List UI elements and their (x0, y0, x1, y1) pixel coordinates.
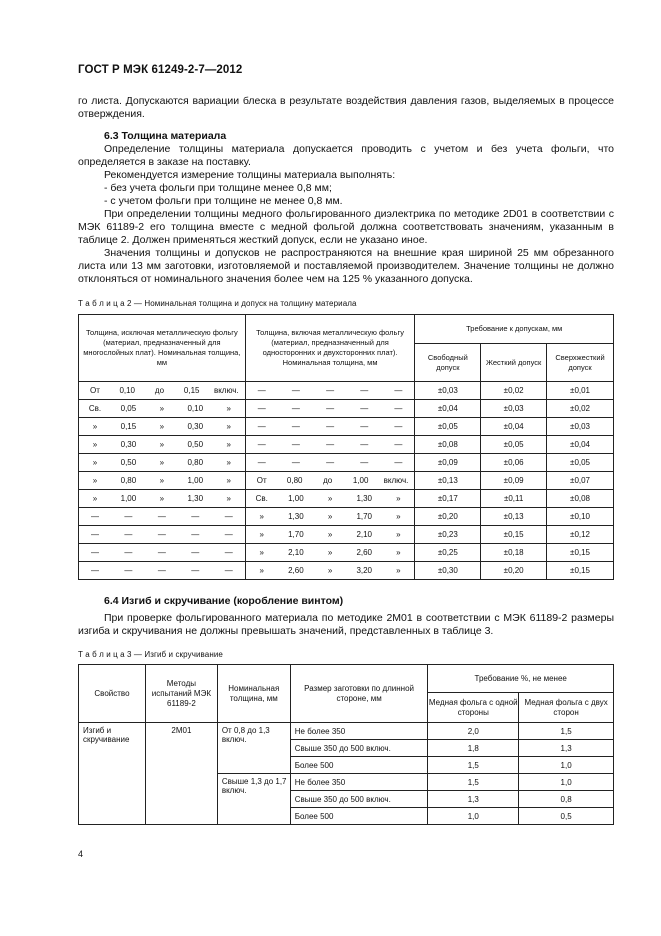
cell-tolerance: ±0,13 (415, 472, 481, 490)
cell-part: » (159, 440, 165, 449)
section-6-3-p3: При определении толщины медного фольгированного диэлектрика по методике 2D01 в соответствии с МЭК 61189-2 его толщина вместе с медной фольгой должна соответствовать значениям, указанным в таблице 2. Должен применяться жесткий допуск, если не указано иное. (78, 208, 614, 246)
cell-nominal-thickness: Свыше 1,3 до 1,7 включ. (217, 774, 290, 825)
cell-part: 0,10 (187, 404, 204, 413)
cell-part: — (291, 404, 300, 413)
table-row (79, 562, 614, 580)
cell-part: 0,10 (119, 386, 136, 395)
cell-one-side: 1,5 (428, 774, 519, 791)
cell-thickness-without-foil (79, 418, 246, 436)
cell-part: » (226, 440, 231, 449)
table-row (79, 526, 614, 544)
cell-part: — (124, 530, 133, 539)
cell-thickness-without-foil (79, 472, 246, 490)
cell-tolerance: ±0,23 (415, 526, 481, 544)
section-6-4-p1: При проверке фольгированного материала по методике 2M01 в соответствии с МЭК 61189-2 размеры изгиба и скручивания не должны превышать значений, представленных в таблице 3. (78, 612, 614, 637)
table3-header-size: Размер заготовки по длинной стороне, мм (290, 665, 428, 723)
cell-part: — (157, 566, 166, 575)
cell-part: до (323, 476, 333, 485)
cell-part: » (396, 566, 401, 575)
cell-thickness-without-foil (79, 544, 246, 562)
cell-part: — (257, 404, 266, 413)
cell-tolerance: ±0,20 (481, 562, 547, 580)
cell-thickness-with-foil (245, 544, 415, 562)
table3-caption: Т а б л и ц а 3 — Изгиб и скручивание (78, 650, 223, 659)
cell-tolerance: ±0,05 (481, 436, 547, 454)
table2-header-without-foil: Толщина, исключая металлическую фольгу (материал, предназначенный для многослойных плат). Номинальная толщина, мм (79, 315, 246, 382)
cell-nominal-thickness: От 0,8 до 1,3 включ. (217, 723, 290, 774)
cell-thickness-without-foil (79, 400, 246, 418)
cell-tolerance: ±0,02 (547, 400, 614, 418)
cell-part: 0,30 (187, 422, 204, 431)
section-6-3-bullet1: - без учета фольги при толщине менее 0,8 мм; (104, 182, 332, 194)
table-3 (78, 664, 614, 825)
cell-part: — (157, 548, 166, 557)
cell-tolerance: ±0,05 (415, 418, 481, 436)
cell-part: — (291, 458, 300, 467)
cell-thickness-without-foil (79, 562, 246, 580)
table-row (79, 472, 614, 490)
table-row (79, 454, 614, 472)
cell-tolerance: ±0,04 (547, 436, 614, 454)
cell-part: — (257, 440, 266, 449)
cell-tolerance: ±0,01 (547, 382, 614, 400)
cell-part: » (226, 422, 231, 431)
cell-part: — (257, 422, 266, 431)
cell-part: — (224, 530, 233, 539)
cell-tolerance: ±0,08 (547, 490, 614, 508)
cell-part: 1,00 (352, 476, 369, 485)
cell-two-sides: 1,3 (519, 740, 614, 757)
cell-part: 2,60 (288, 566, 304, 575)
cell-part: включ. (213, 386, 239, 395)
section-6-3-p2: Рекомендуется измерение толщины материала выполнять: (104, 169, 396, 181)
cell-part: включ. (383, 476, 409, 485)
cell-tolerance: ±0,17 (415, 490, 481, 508)
cell-thickness-with-foil (245, 436, 415, 454)
cell-one-side: 1,0 (428, 808, 519, 825)
cell-part: » (327, 530, 333, 539)
cell-part: 0,50 (120, 458, 137, 467)
cell-size: Не более 350 (290, 723, 428, 740)
cell-two-sides: 1,0 (519, 774, 614, 791)
cell-part: — (91, 566, 99, 575)
cell-part: — (224, 566, 233, 575)
cell-size: Не более 350 (290, 774, 428, 791)
cell-part: — (191, 566, 200, 575)
table3-header-property: Свойство (79, 665, 146, 723)
section-6-3-bullet2: - с учетом фольги при толщине не менее 0,8 мм. (104, 195, 343, 207)
table2-header-extra-hard: Сверхжесткий допуск (547, 344, 614, 382)
cell-thickness-without-foil (79, 526, 246, 544)
cell-part: — (326, 422, 335, 431)
table3-header-method: Методы испытаний МЭК 61189-2 (145, 665, 217, 723)
cell-part: — (224, 512, 233, 521)
cell-part: — (124, 566, 133, 575)
cell-part: Св. (255, 494, 268, 503)
cell-part: — (91, 548, 99, 557)
cell-tolerance: ±0,20 (415, 508, 481, 526)
cell-two-sides: 1,0 (519, 757, 614, 774)
cell-part: » (92, 458, 98, 467)
cell-part: 2,10 (288, 548, 304, 557)
cell-tolerance: ±0,15 (481, 526, 547, 544)
cell-tolerance: ±0,15 (547, 562, 614, 580)
cell-tolerance: ±0,10 (547, 508, 614, 526)
cell-part: » (327, 512, 333, 521)
section-6-3-heading: 6.3 Толщина материала (104, 130, 227, 142)
cell-part: » (92, 440, 98, 449)
cell-one-side: 1,8 (428, 740, 519, 757)
cell-part: 2,10 (356, 530, 373, 539)
cell-part: 1,00 (187, 476, 204, 485)
cell-part: 2,60 (356, 548, 373, 557)
cell-part: — (394, 458, 403, 467)
cell-tolerance: ±0,30 (415, 562, 481, 580)
cell-method: 2M01 (145, 723, 217, 825)
cell-part: 0,80 (187, 458, 204, 467)
cell-part: — (191, 512, 200, 521)
table-row (79, 382, 614, 400)
cell-part: 1,30 (187, 494, 204, 503)
table3-header-nominal: Номинальная толщина, мм (217, 665, 290, 723)
cell-part: 1,30 (288, 512, 304, 521)
cell-part: — (291, 440, 300, 449)
cell-part: — (326, 440, 335, 449)
cell-part: » (159, 404, 165, 413)
table2-header-hard: Жесткий допуск (481, 344, 547, 382)
cell-thickness-with-foil (245, 526, 415, 544)
cell-thickness-without-foil (79, 490, 246, 508)
table2-header-with-foil: Толщина, включая металлическую фольгу (материал, предназначенный для односторонних и двухсторонних плат). Номинальная толщина, мм (245, 315, 415, 382)
cell-part: — (360, 404, 369, 413)
cell-part: » (92, 476, 98, 485)
cell-tolerance: ±0,02 (481, 382, 547, 400)
cell-tolerance: ±0,12 (547, 526, 614, 544)
section-6-4-heading: 6.4 Изгиб и скручивание (коробление винтом) (104, 595, 344, 607)
cell-part: — (326, 404, 335, 413)
cell-part: » (327, 548, 333, 557)
cell-one-side: 1,5 (428, 757, 519, 774)
cell-part: 1,70 (288, 530, 304, 539)
cell-one-side: 1,3 (428, 791, 519, 808)
cell-thickness-without-foil (79, 508, 246, 526)
table-row (79, 418, 614, 436)
cell-part: до (154, 386, 165, 395)
cell-part: 0,15 (120, 422, 137, 431)
cell-part: — (291, 422, 300, 431)
table-row (79, 723, 614, 740)
cell-one-side: 2,0 (428, 723, 519, 740)
cell-part: » (259, 566, 264, 575)
cell-part: От (90, 386, 100, 395)
cell-thickness-with-foil (245, 382, 415, 400)
cell-tolerance: ±0,11 (481, 490, 547, 508)
cell-part: » (259, 548, 264, 557)
cell-part: 0,15 (183, 386, 200, 395)
cell-thickness-with-foil (245, 454, 415, 472)
cell-part: 0,30 (120, 440, 137, 449)
cell-part: 1,30 (356, 494, 373, 503)
cell-tolerance: ±0,07 (547, 472, 614, 490)
cell-part: » (396, 530, 401, 539)
cell-part: » (226, 404, 231, 413)
cell-part: » (327, 566, 333, 575)
cell-thickness-with-foil (245, 490, 415, 508)
cell-part: — (91, 530, 99, 539)
cell-tolerance: ±0,06 (481, 454, 547, 472)
cell-part: — (360, 386, 369, 395)
paragraph-top: го листа. Допускаются вариации блеска в результате воздействия давления газов, выделяемых в процессе отверждения. (78, 95, 614, 120)
cell-tolerance: ±0,05 (547, 454, 614, 472)
cell-tolerance: ±0,03 (415, 382, 481, 400)
cell-part: » (92, 494, 98, 503)
cell-part: — (191, 548, 200, 557)
cell-part: — (360, 422, 369, 431)
cell-part: — (124, 512, 133, 521)
table-row (79, 544, 614, 562)
cell-thickness-with-foil (245, 562, 415, 580)
cell-part: — (394, 386, 403, 395)
cell-part: — (224, 548, 233, 557)
cell-size: Свыше 350 до 500 включ. (290, 791, 428, 808)
cell-two-sides: 0,5 (519, 808, 614, 825)
cell-part: — (257, 458, 266, 467)
cell-part: » (396, 548, 401, 557)
cell-tolerance: ±0,25 (415, 544, 481, 562)
cell-tolerance: ±0,04 (415, 400, 481, 418)
cell-property: Изгиб и скручивание (79, 723, 146, 825)
cell-part: 1,70 (356, 512, 373, 521)
cell-tolerance: ±0,08 (415, 436, 481, 454)
cell-thickness-with-foil (245, 472, 415, 490)
table-2 (78, 314, 614, 580)
page-number: 4 (78, 849, 84, 859)
cell-thickness-without-foil (79, 436, 246, 454)
cell-thickness-without-foil (79, 454, 246, 472)
cell-part: » (259, 512, 264, 521)
cell-part: — (394, 422, 403, 431)
table3-header-two-sides: Медная фольга с двух сторон (519, 693, 614, 723)
cell-part: — (394, 404, 403, 413)
cell-tolerance: ±0,09 (415, 454, 481, 472)
cell-part: 3,20 (356, 566, 373, 575)
table-row (79, 436, 614, 454)
table3-header-one-side: Медная фольга с одной стороны (428, 693, 519, 723)
cell-part: — (91, 512, 99, 521)
cell-part: От (256, 476, 267, 485)
table2-caption: Т а б л и ц а 2 — Номинальная толщина и допуск на толщину материала (78, 299, 357, 308)
cell-tolerance: ±0,15 (547, 544, 614, 562)
cell-part: » (396, 494, 401, 503)
cell-part: — (157, 512, 166, 521)
cell-thickness-with-foil (245, 400, 415, 418)
cell-part: » (226, 476, 231, 485)
cell-part: » (259, 530, 264, 539)
cell-tolerance: ±0,18 (481, 544, 547, 562)
table-row (79, 400, 614, 418)
cell-part: — (394, 440, 403, 449)
section-6-3-p1: Определение толщины материала допускается проводить с учетом и без учета фольги, что определяется в заказе на поставку. (78, 143, 614, 168)
cell-two-sides: 0,8 (519, 791, 614, 808)
cell-part: 1,00 (288, 494, 304, 503)
cell-part: — (291, 386, 300, 395)
cell-tolerance: ±0,03 (547, 418, 614, 436)
cell-tolerance: ±0,03 (481, 400, 547, 418)
cell-part: 0,05 (120, 404, 137, 413)
cell-part: Св. (88, 404, 102, 413)
cell-tolerance: ±0,13 (481, 508, 547, 526)
cell-part: » (226, 458, 231, 467)
cell-two-sides: 1,5 (519, 723, 614, 740)
table2-header-free: Свободный допуск (415, 344, 481, 382)
cell-part: » (159, 494, 165, 503)
cell-part: — (326, 458, 335, 467)
cell-thickness-without-foil (79, 382, 246, 400)
cell-thickness-with-foil (245, 418, 415, 436)
cell-part: — (257, 386, 266, 395)
table2-header-tolerance: Требование к допускам, мм (415, 315, 614, 344)
cell-part: » (159, 458, 165, 467)
cell-part: — (360, 458, 369, 467)
table3-header-requirement: Требование %, не менее (428, 665, 614, 693)
cell-part: — (124, 548, 133, 557)
cell-size: Свыше 350 до 500 включ. (290, 740, 428, 757)
cell-part: » (327, 494, 333, 503)
cell-part: — (157, 530, 166, 539)
cell-part: — (191, 530, 200, 539)
cell-part: » (159, 476, 165, 485)
cell-part: » (396, 512, 401, 521)
cell-part: 0,80 (120, 476, 137, 485)
section-6-3-p4: Значения толщины и допусков не распространяются на внешние края шириной 25 мм обрезанного листа или 13 мм заготовки, изготовляемой и поставляемой производителем. Значение толщины не должно отклоняться от номинального значения более чем на 125 % указанного допуска. (78, 247, 614, 285)
cell-part: 1,00 (120, 494, 137, 503)
cell-part: 0,50 (187, 440, 204, 449)
cell-part: 0,80 (286, 476, 303, 485)
cell-size: Более 500 (290, 757, 428, 774)
cell-tolerance: ±0,04 (481, 418, 547, 436)
cell-size: Более 500 (290, 808, 428, 825)
cell-part: — (326, 386, 335, 395)
cell-part: » (226, 494, 231, 503)
cell-part: » (159, 422, 165, 431)
cell-tolerance: ±0,09 (481, 472, 547, 490)
cell-thickness-with-foil (245, 508, 415, 526)
table-row (79, 508, 614, 526)
page-header: ГОСТ Р МЭК 61249-2-7—2012 (78, 64, 243, 76)
table-row (79, 490, 614, 508)
cell-part: » (92, 422, 98, 431)
cell-part: — (360, 440, 369, 449)
